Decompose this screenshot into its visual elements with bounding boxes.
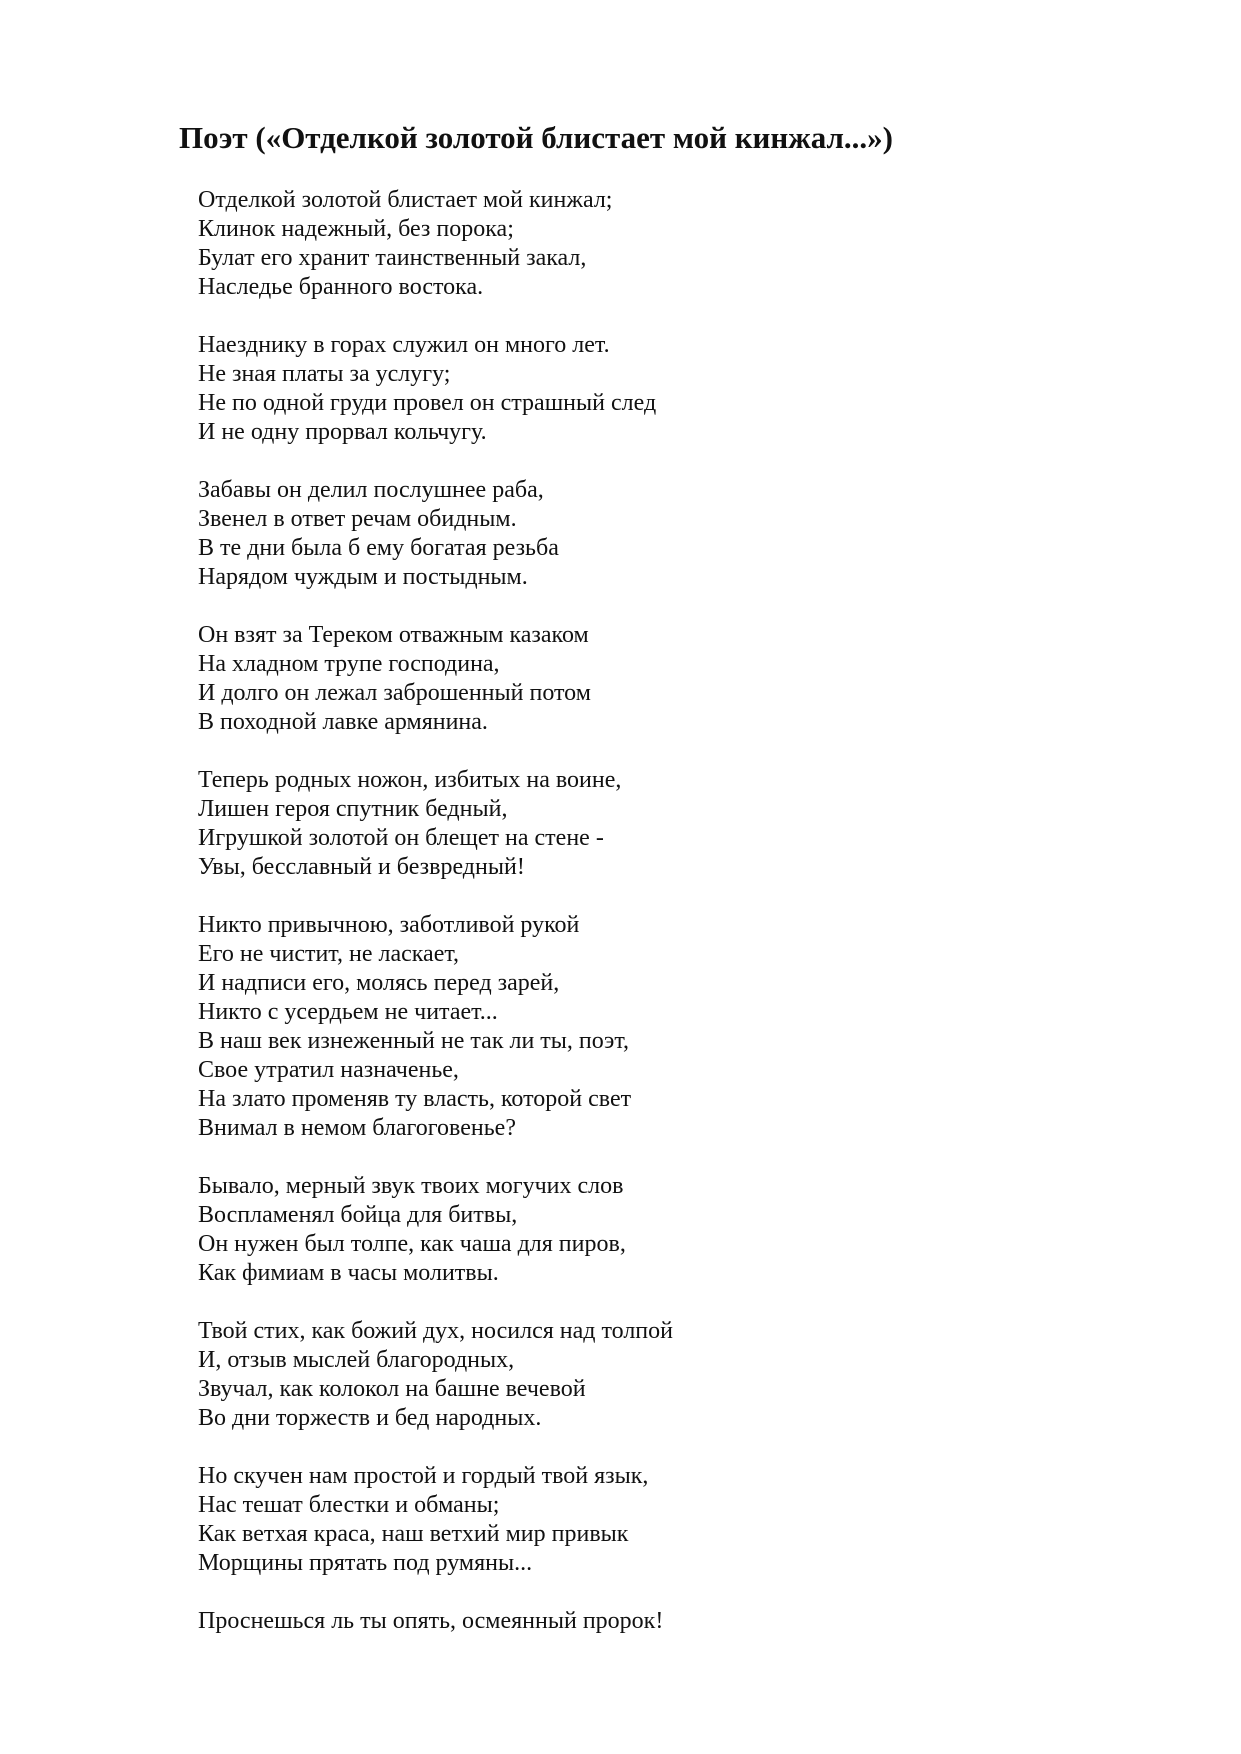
poem-line: Клинок надежный, без порока; — [198, 216, 514, 242]
stanza — [198, 1607, 1098, 1636]
poem-line: Отделкой золотой блистает мой кинжал; — [198, 187, 613, 213]
poem-line: Забавы он делил послушнее раба, — [198, 477, 544, 503]
poem-title: Поэт («Отделкой золотой блистает мой кинжал...») — [179, 120, 893, 155]
poem-line: Никто с усердьем не читает... — [198, 999, 498, 1025]
poem-line: Теперь родных ножон, избитых на воине, — [198, 767, 622, 793]
poem-line: И надписи его, молясь перед зарей, — [198, 970, 560, 996]
stanza — [198, 1317, 1098, 1433]
poem-line: Никто привычною, заботливой рукой — [198, 912, 580, 938]
poem-line: Игрушкой золотой он блещет на стене - — [198, 825, 604, 851]
poem-line: И не одну прорвал кольчугу. — [198, 419, 487, 445]
stanza — [198, 911, 1098, 1143]
poem-line: Не зная платы за услугу; — [198, 361, 451, 387]
poem-line: На злато променяв ту власть, которой свет — [198, 1086, 632, 1112]
poem-line: Наследье бранного востока. — [198, 274, 484, 300]
poem-line: Он нужен был толпе, как чаша для пиров, — [198, 1231, 626, 1257]
poem-line: В наш век изнеженный не так ли ты, поэт, — [198, 1028, 630, 1054]
poem-line: Свое утратил назначенье, — [198, 1057, 459, 1083]
poem-line: В походной лавке армянина. — [198, 709, 488, 735]
poem-line: Воспламенял бойца для битвы, — [198, 1202, 518, 1228]
poem-line: И, отзыв мыслей благородных, — [198, 1347, 515, 1373]
stanza — [198, 186, 1098, 302]
poem-line: Нарядом чуждым и постыдным. — [198, 564, 528, 590]
poem-line: Внимал в немом благоговенье? — [198, 1115, 516, 1141]
stanza — [198, 331, 1098, 447]
stanza — [198, 1462, 1098, 1578]
poem-line: И долго он лежал заброшенный потом — [198, 680, 591, 706]
poem-line: Наезднику в горах служил он много лет. — [198, 332, 610, 358]
poem-line: Проснешься ль ты опять, осмеянный пророк! — [198, 1608, 664, 1634]
poem-line: Твой стих, как божий дух, носился над толпой — [198, 1318, 673, 1344]
poem-line: Но скучен нам простой и гордый твой язык, — [198, 1463, 649, 1489]
stanza — [198, 766, 1098, 882]
poem-line: Как фимиам в часы молитвы. — [198, 1260, 499, 1286]
poem-line: Как ветхая краса, наш ветхий мир привык — [198, 1521, 629, 1547]
poem-line: Во дни торжеств и бед народных. — [198, 1405, 542, 1431]
poem-line: В те дни была б ему богатая резьба — [198, 535, 559, 561]
poem-line: Морщины прятать под румяны... — [198, 1550, 533, 1576]
poem-line: Он взят за Тереком отважным казаком — [198, 622, 589, 648]
poem-body — [198, 186, 1098, 1665]
poem-line: На хладном трупе господина, — [198, 651, 500, 677]
stanza — [198, 476, 1098, 592]
poem-line: Увы, бесславный и безвредный! — [198, 854, 525, 880]
poem-line: Его не чистит, не ласкает, — [198, 941, 460, 967]
poem-line: Не по одной груди провел он страшный след — [198, 390, 657, 416]
poem-line: Бывало, мерный звук твоих могучих слов — [198, 1173, 624, 1199]
poem-line: Звучал, как колокол на башне вечевой — [198, 1376, 586, 1402]
poem-line: Звенел в ответ речам обидным. — [198, 506, 517, 532]
poem-line: Нас тешат блестки и обманы; — [198, 1492, 500, 1518]
poem-line: Булат его хранит таинственный закал, — [198, 245, 587, 271]
poem-line: Лишен героя спутник бедный, — [198, 796, 508, 822]
stanza — [198, 1172, 1098, 1288]
stanza — [198, 621, 1098, 737]
